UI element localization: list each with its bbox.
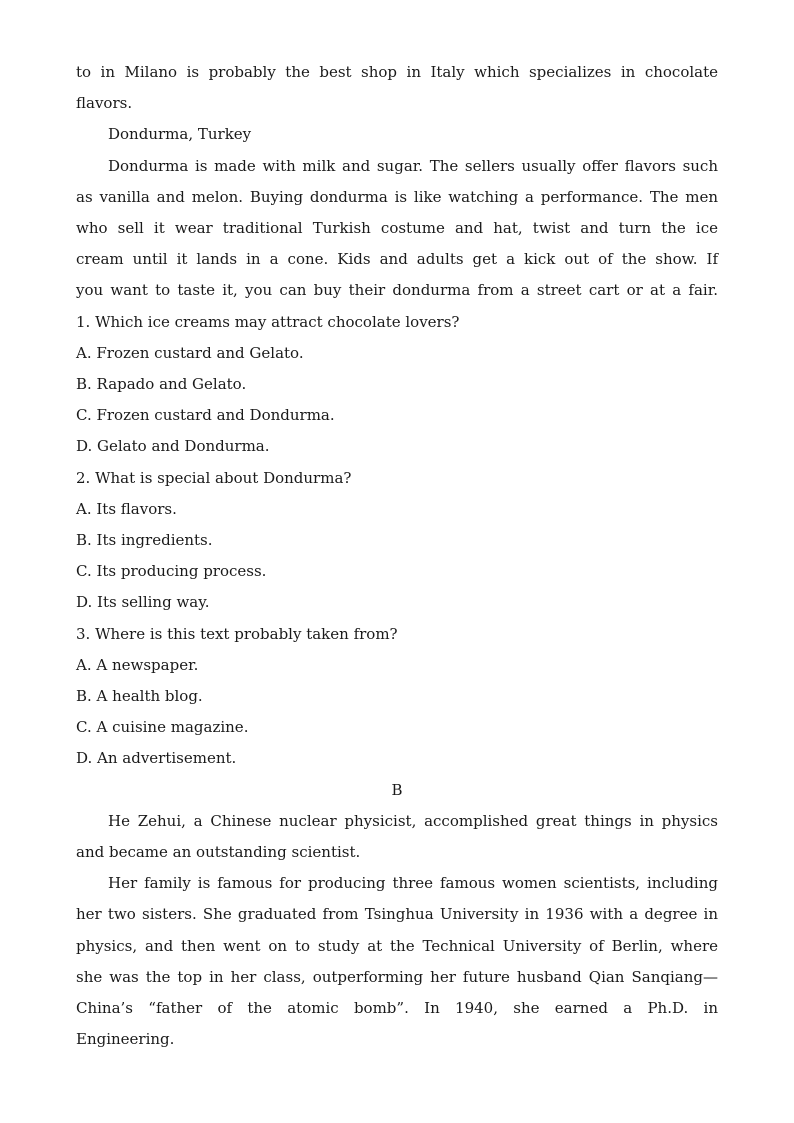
text-line: her two sisters. She graduated from Tsinghua University in 1936 with a degree in: [76, 905, 718, 924]
question-stem: 2. What is special about Dondurma?: [76, 468, 352, 487]
answer-option: D. Its selling way.: [76, 593, 210, 612]
answer-option: B. A health blog.: [76, 687, 203, 706]
answer-option: B. Its ingredients.: [76, 531, 213, 550]
answer-option: C. Its producing process.: [76, 562, 267, 581]
text-line: Engineering.: [76, 1030, 175, 1049]
text-line: cream until it lands in a cone. Kids and adults get a kick out of the show. If: [76, 250, 718, 269]
question-stem: 1. Which ice creams may attract chocolate lovers?: [76, 312, 460, 331]
answer-option: A. Frozen custard and Gelato.: [76, 343, 304, 362]
text-line: He Zehui, a Chinese nuclear physicist, accomplished great things in physics: [108, 811, 718, 830]
section-label: B: [391, 780, 403, 799]
text-line: who sell it wear traditional Turkish costume and hat, twist and turn the ice: [76, 219, 718, 238]
text-line: physics, and then went on to study at the Technical University of Berlin, where: [76, 936, 718, 955]
text-line: you want to taste it, you can buy their dondurma from a street cart or at a fair.: [76, 281, 718, 300]
text-line: flavors.: [76, 94, 133, 113]
section-heading: Dondurma, Turkey: [108, 125, 252, 144]
answer-option: D. Gelato and Dondurma.: [76, 437, 270, 456]
document-page: [76, 57, 718, 1056]
answer-option: A. Its flavors.: [76, 499, 177, 518]
text-line: as vanilla and melon. Buying dondurma is like watching a performance. The men: [76, 187, 718, 206]
answer-option: D. An advertisement.: [76, 749, 237, 768]
text-line: China’s “father of the atomic bomb”. In 1940, she earned a Ph.D. in: [76, 999, 718, 1018]
text-line: Dondurma is made with milk and sugar. The sellers usually offer flavors such: [108, 156, 718, 175]
text-line: and became an outstanding scientist.: [76, 843, 361, 862]
answer-option: C. A cuisine magazine.: [76, 718, 249, 737]
answer-option: B. Rapado and Gelato.: [76, 375, 247, 394]
text-line: to in Milano is probably the best shop in Italy which specializes in chocolate: [76, 63, 718, 81]
text-line: she was the top in her class, outperforming her future husband Qian Sanqiang—: [76, 967, 718, 986]
text-line: Her family is famous for producing three famous women scientists, including: [108, 874, 718, 893]
answer-option: C. Frozen custard and Dondurma.: [76, 406, 335, 425]
question-stem: 3. Where is this text probably taken from?: [76, 624, 398, 643]
answer-option: A. A newspaper.: [76, 655, 199, 674]
